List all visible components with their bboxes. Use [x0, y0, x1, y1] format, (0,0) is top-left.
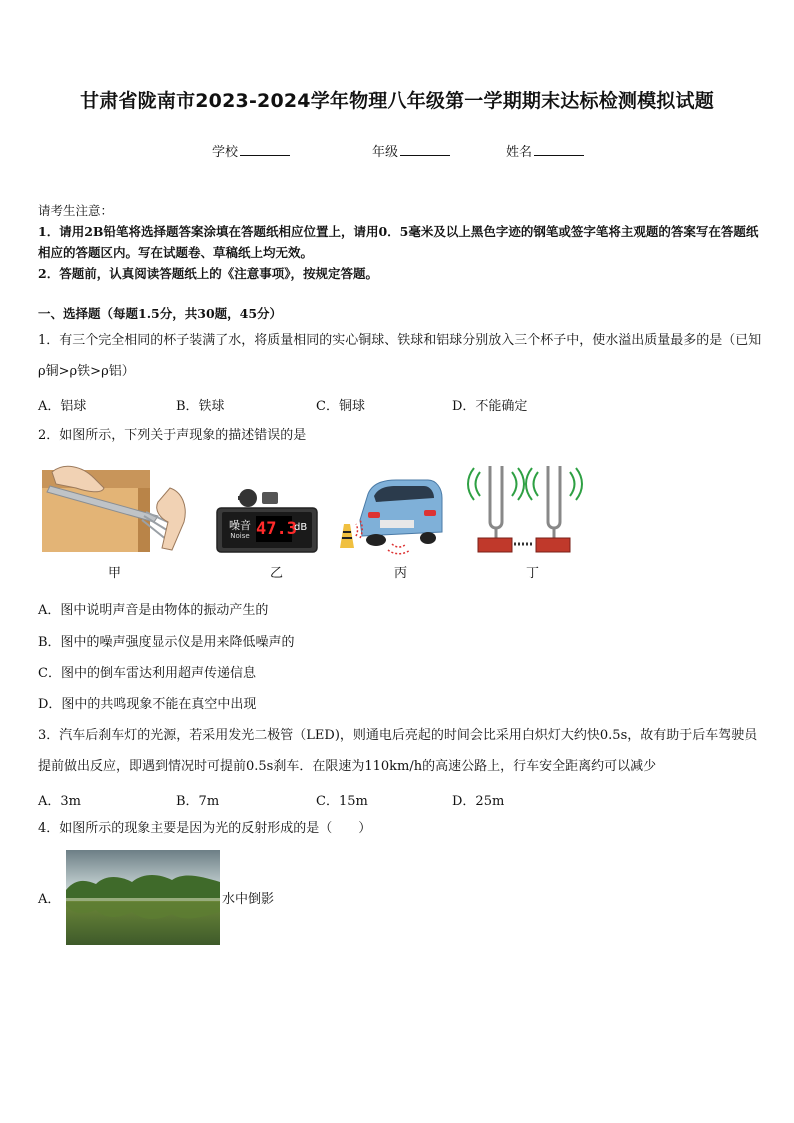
q4-option-a-letter[interactable]: A．: [38, 892, 61, 907]
ruler-vibration-image: [42, 462, 192, 558]
q4-option-a-text: 水中倒影: [222, 892, 275, 907]
q2-option-c[interactable]: C．图中的倒车雷达利用超声传递信息: [38, 666, 256, 681]
question-1-stem: 1．有三个完全相同的杯子装满了水，将质量相同的实心铜球、铁球和铝球分别放入三个杯子中，使水溢出质量最多的是（已知ρ铜>ρ铁>ρ铝）: [38, 333, 762, 379]
q3-option-d[interactable]: D．25m: [452, 794, 505, 809]
notice-heading: 请考生注意：: [38, 203, 114, 218]
q2-option-b[interactable]: B．图中的噪声强度显示仪是用来降低噪声的: [38, 635, 295, 650]
grade-label: 年级: [372, 145, 399, 160]
q1-option-d[interactable]: D．不能确定: [452, 399, 528, 414]
question-1-options: [38, 395, 758, 415]
grade-blank[interactable]: [400, 143, 450, 156]
meter-label-cn: 噪音: [229, 519, 251, 532]
caption-bing: 丙: [394, 566, 408, 581]
notice-item-1: 1．请用2B铅笔将选择题答案涂填在答题纸相应位置上，请用0．5毫米及以上黑色字迹的钢笔或签字笔将主观题的答案写在答题纸相应的答题区内。写在试题卷、草稿纸上均无效。: [38, 224, 759, 260]
q3-option-c[interactable]: C．15m: [316, 794, 368, 809]
q1-option-b[interactable]: B．铁球: [176, 399, 225, 414]
figure-yi: [214, 462, 320, 558]
q1-option-a[interactable]: A．铝球: [38, 399, 87, 414]
meter-label-en: Noise: [230, 532, 250, 540]
q1-option-c[interactable]: C．铜球: [316, 399, 365, 414]
q3-option-a[interactable]: A．3m: [38, 794, 81, 809]
noise-meter-frame: [214, 462, 320, 558]
page-title: 甘肃省陇南市2023-2024学年物理八年级第一学期期末达标检测模拟试题: [80, 90, 714, 112]
figure-jia: [42, 462, 192, 558]
school-label: 学校: [212, 145, 239, 160]
name-field: [506, 141, 584, 160]
figure-bing: [332, 462, 446, 558]
q2-option-d[interactable]: D．图中的共鸣现象不能在真空中出现: [38, 697, 257, 712]
caption-yi: 乙: [270, 566, 284, 581]
name-blank[interactable]: [534, 143, 584, 156]
question-4-stem: 4．如图所示的现象主要是因为光的反射形成的是（ ）: [38, 821, 372, 836]
section-heading: 一、选择题（每题1.5分，共30题，45分）: [38, 306, 283, 321]
figure-ding: [464, 462, 586, 558]
name-label: 姓名: [506, 145, 533, 160]
grade-field: [372, 141, 450, 160]
notice-block: [38, 200, 760, 284]
q2-option-a[interactable]: A．图中说明声音是由物体的振动产生的: [38, 603, 269, 618]
water-reflection-image: [66, 850, 220, 945]
question-2-stem: 2．如图所示，下列关于声现象的描述错误的是: [38, 428, 307, 443]
school-field: [212, 141, 290, 160]
meter-value: 47.3: [256, 516, 292, 542]
question-3-stem: 3．汽车后刹车灯的光源，若采用发光二极管（LED)，则通电后亮起的时间会比采用白炽灯大约快0.5s，故有助于后车驾驶员提前做出反应，即遇到情况时可提前0.5s刹车．在限速为110km/h的高速公路上，行车安全距离约可以减少: [38, 728, 758, 774]
notice-item-2: 2．答题前，认真阅读答题纸上的《注意事项》，按规定答题。: [38, 266, 378, 281]
q3-option-b[interactable]: B．7m: [176, 794, 220, 809]
caption-jia: 甲: [108, 566, 122, 581]
q4-option-a-image[interactable]: [66, 850, 220, 945]
question-3-options: [38, 790, 758, 810]
tuning-fork-resonance-image: [464, 462, 586, 558]
caption-ding: 丁: [526, 566, 540, 581]
meter-unit: dB: [294, 522, 308, 533]
school-blank[interactable]: [240, 143, 290, 156]
reversing-radar-image: [332, 462, 446, 558]
